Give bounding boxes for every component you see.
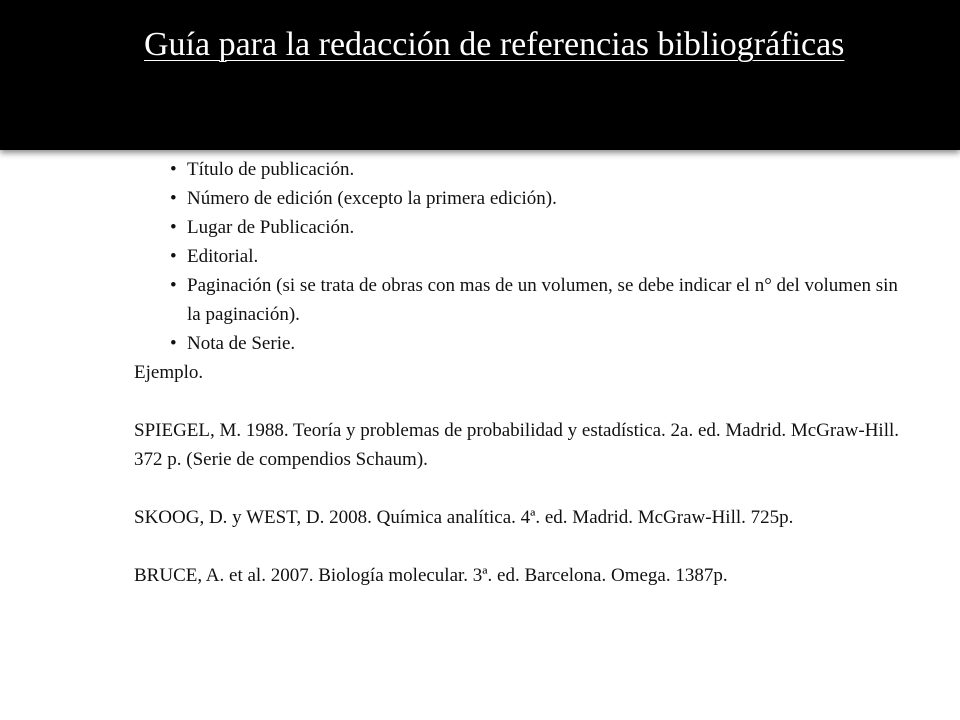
example-label: Ejemplo.: [134, 362, 204, 383]
list-item: • Título de publicación.: [170, 155, 904, 184]
spacer: [134, 387, 904, 416]
spacer: [134, 532, 904, 561]
page-title: Guía para la redacción de referencias bibliográficas: [144, 26, 845, 63]
reference-elements-list: [134, 126, 904, 358]
reference-entry: SKOOG, D. y WEST, D. 2008. Química analítica. 4ª. ed. Madrid. McGraw-Hill. 725p.: [134, 507, 794, 528]
slide-body: [134, 126, 904, 590]
spacer: [134, 474, 904, 503]
list-item: • Número de edición (excepto la primera edición).: [170, 184, 904, 213]
title-bar: [0, 0, 960, 150]
list-item: • Paginación (si se trata de obras con mas de un volumen, se debe indicar el n° del volumen sin la paginación).: [170, 271, 904, 329]
list-item: • Lugar de Publicación.: [170, 213, 904, 242]
list-item: • Nota de Serie.: [170, 329, 904, 358]
reference-entry: SPIEGEL, M. 1988. Teoría y problemas de probabilidad y estadística. 2a. ed. Madrid. McGraw-Hill. 372 p. (Serie de compendios Schaum).: [134, 420, 900, 470]
list-item: • Editorial.: [170, 242, 904, 271]
reference-entry: BRUCE, A. et al. 2007. Biología molecular. 3ª. ed. Barcelona. Omega. 1387p.: [134, 565, 728, 586]
